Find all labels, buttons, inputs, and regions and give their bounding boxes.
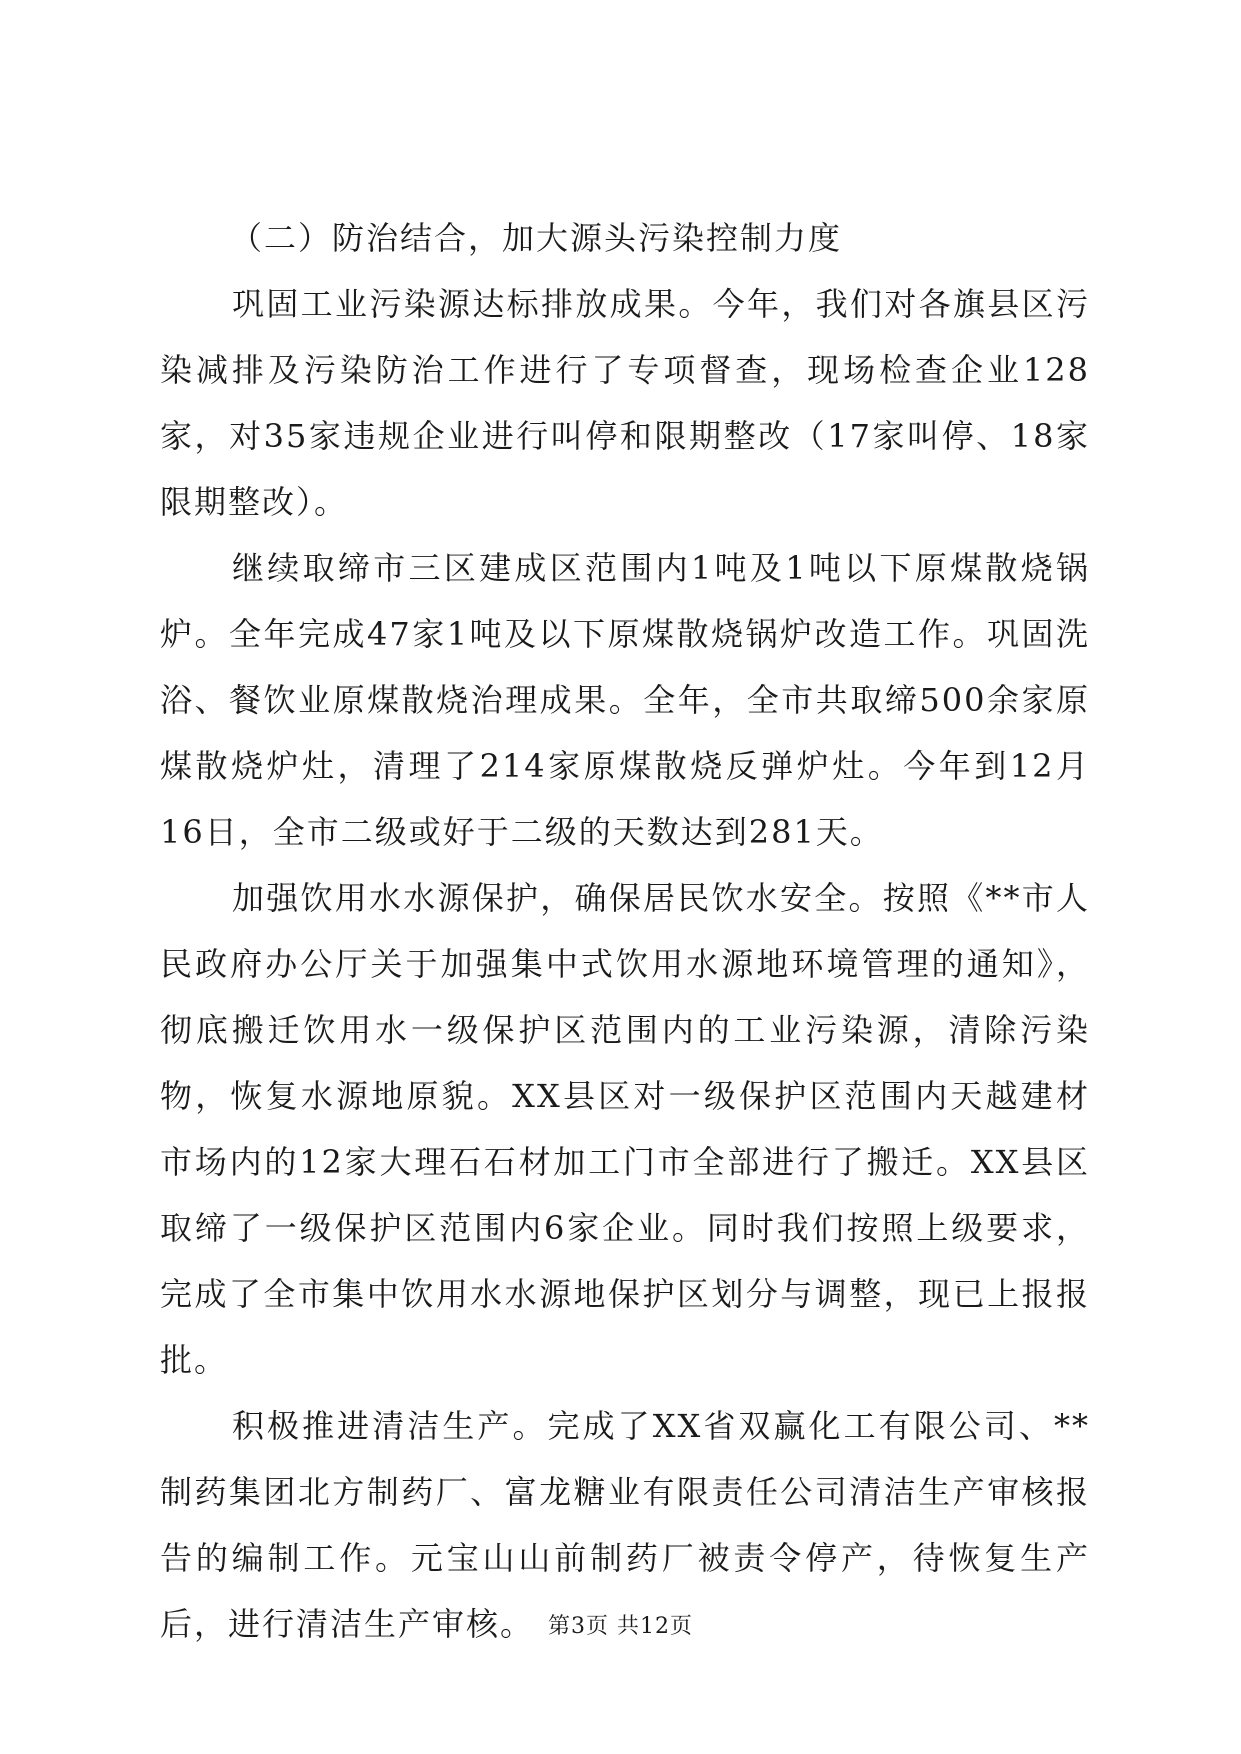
section-heading: （二）防治结合，加大源头污染控制力度 [230,219,843,257]
paragraph-water-source: 加强饮用水水源保护，确保居民饮水安全。按照《**市人民政府办公厅关于加强集中式饮用水源地环境管理的通知》，彻底搬迁饮用水一级保护区范围内的工业污染源，清除污染物，恢复水源地原貌。XX县区对一级保护区范围内天越建材市场内的12家大理石石材加工门市全部进行了搬迁。XX县区取缔了一级保护区范围内6家企业。同时我们按照上级要求，完成了全市集中饮用水水源地保护区划分与调整，现已上报报批。 [160,879,1090,1379]
paragraph-clean-production: 积极推进清洁生产。完成了XX省双赢化工有限公司、**制药集团北方制药厂、富龙糖业有限责任公司清洁生产审核报告的编制工作。元宝山山前制药厂被责令停产，待恢复生产后，进行清洁生产审核。 [160,1407,1090,1643]
paragraph-coal-boilers: 继续取缔市三区建成区范围内1吨及1吨以下原煤散烧锅炉。全年完成47家1吨及以下原煤散烧锅炉改造工作。巩固洗浴、餐饮业原煤散烧治理成果。全年，全市共取缔500余家原煤散烧炉灶，清理了214家原煤散烧反弹炉灶。今年到12月16日，全市二级或好于二级的天数达到281天。 [160,549,1090,851]
document-body [160,205,1090,1657]
paragraph-industrial-pollution: 巩固工业污染源达标排放成果。今年，我们对各旗县区污染减排及污染防治工作进行了专项督查，现场检查企业128家，对35家违规企业进行叫停和限期整改（17家叫停、18家限期整改）。 [160,285,1090,521]
page-number-footer: 第3页 共12页 [548,1614,693,1639]
